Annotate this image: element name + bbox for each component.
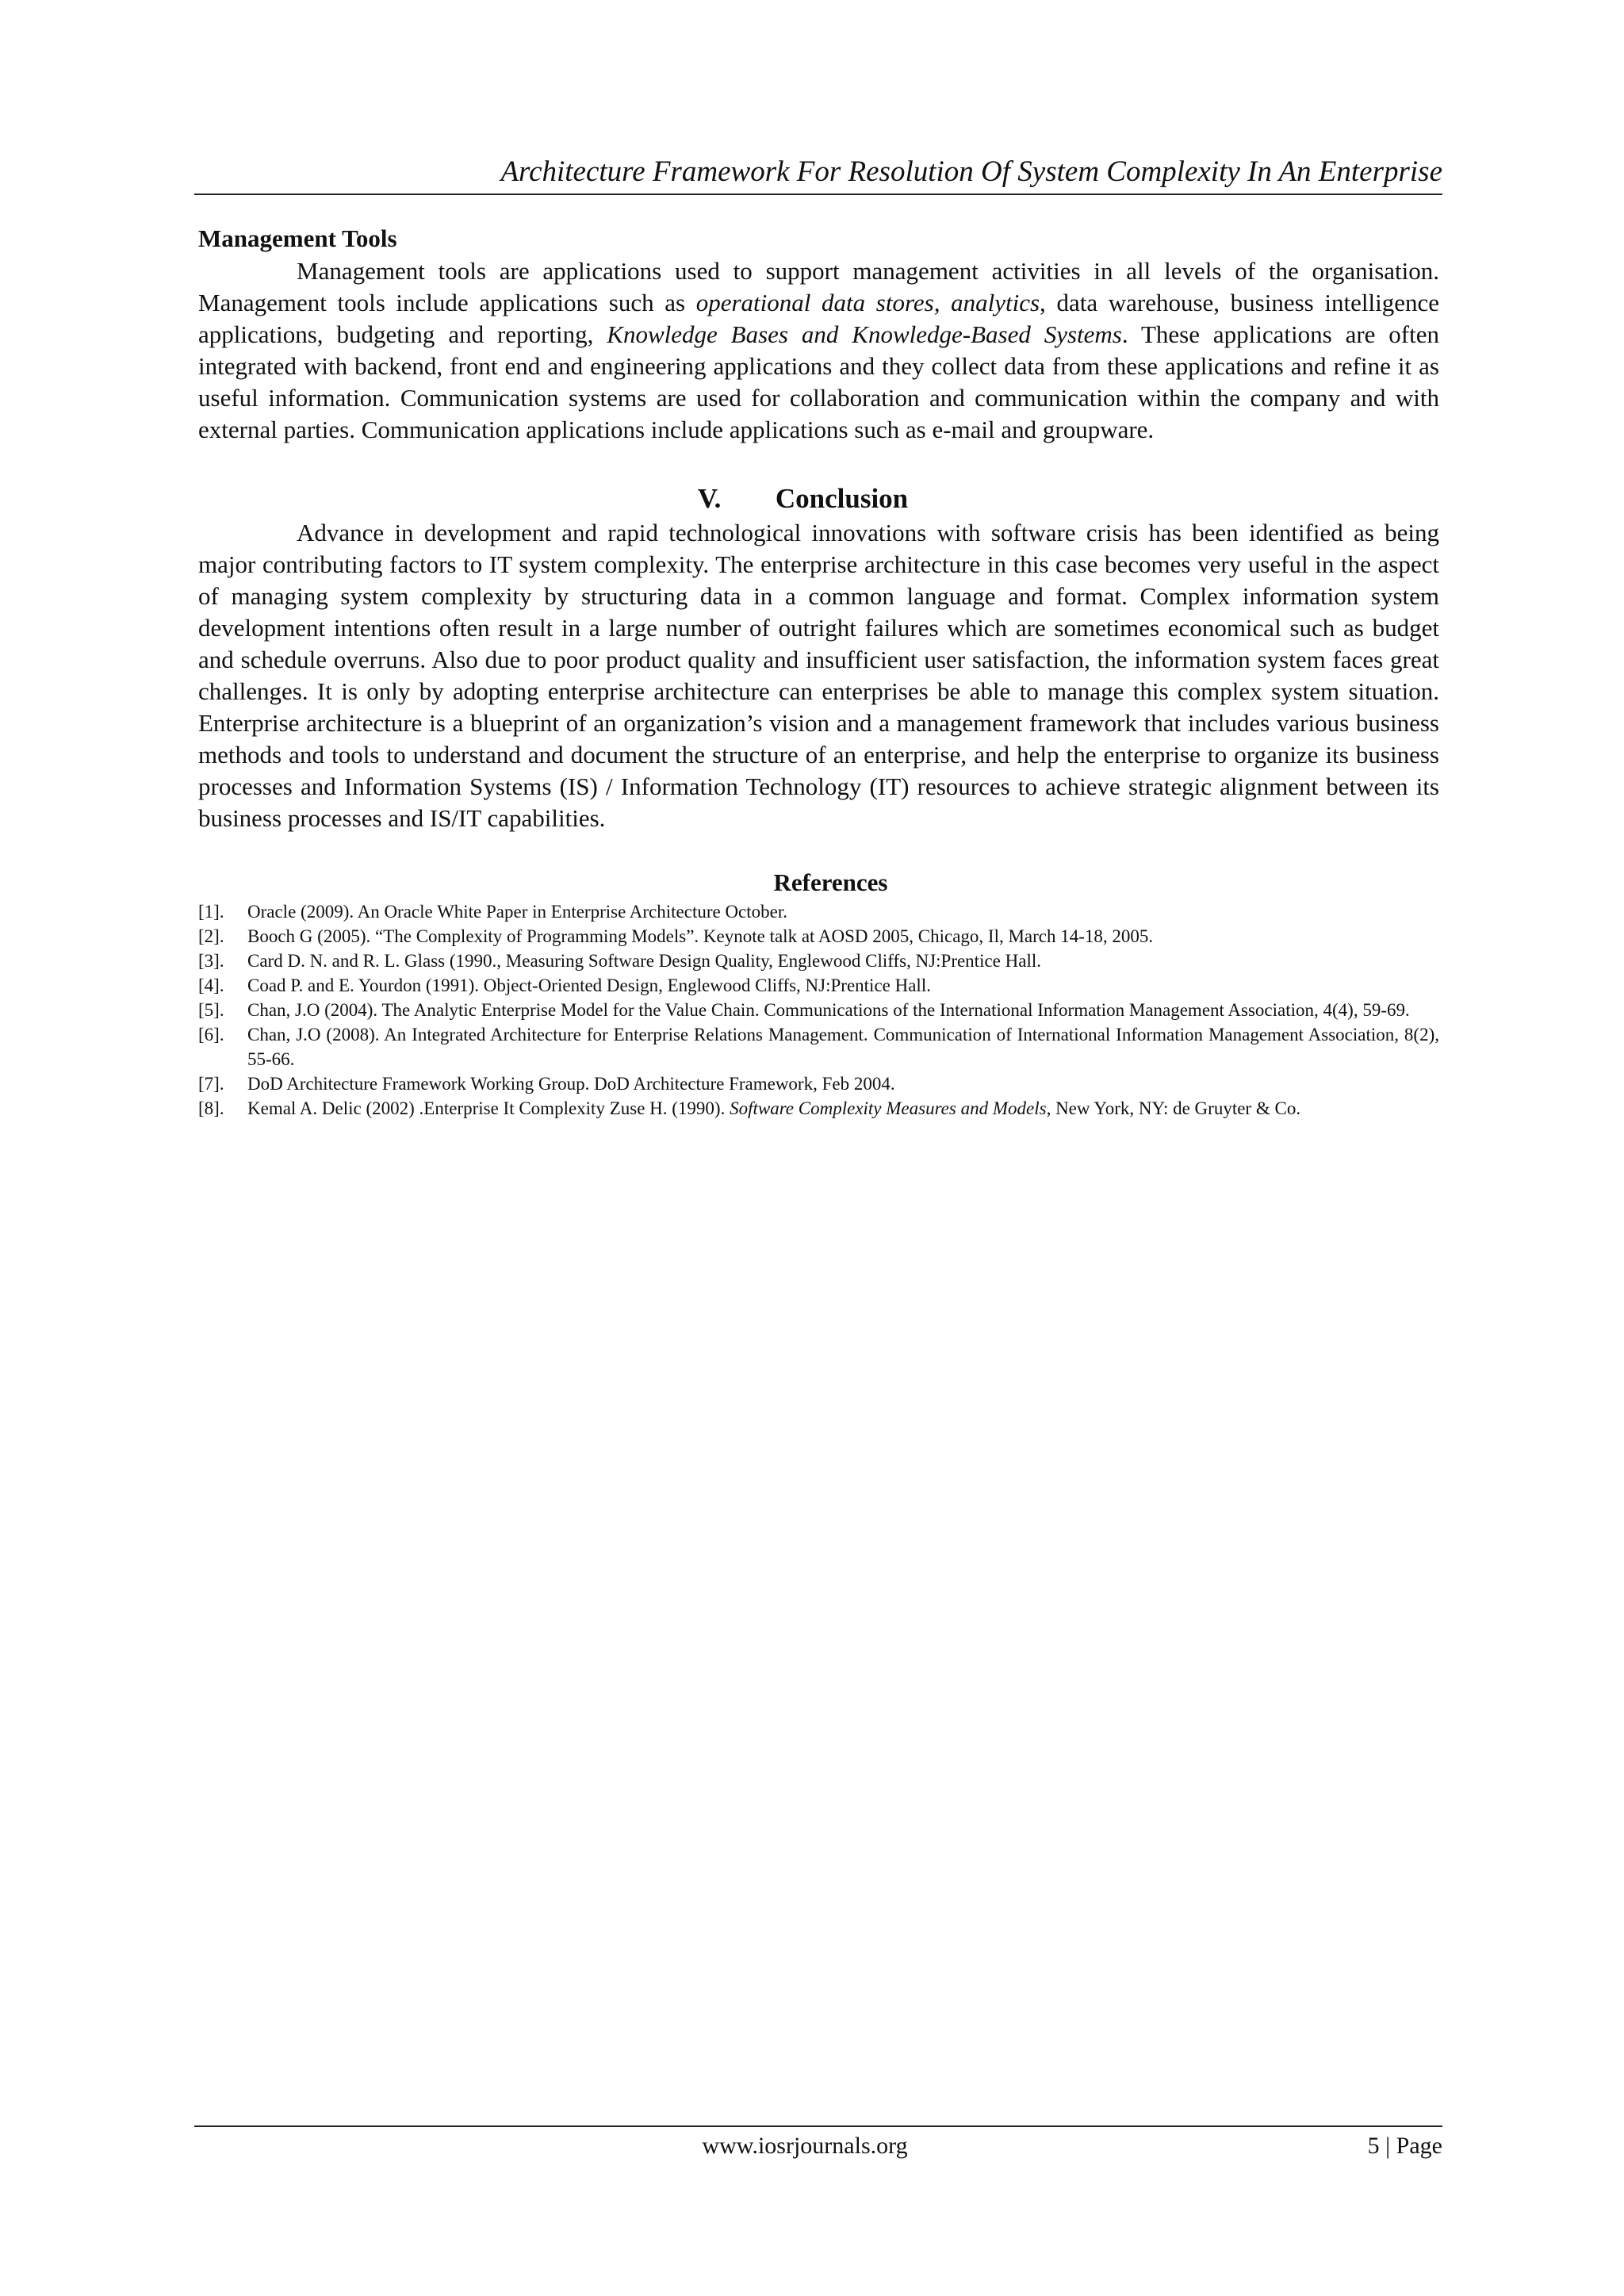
- reference-text: Card D. N. and R. L. Glass (1990., Measuring Software Design Quality, Englewood Cliffs, NJ:Prentice Hall.: [247, 951, 1041, 971]
- section-number: V.: [697, 483, 722, 514]
- reference-text: Oracle (2009). An Oracle White Paper in Enterprise Architecture October.: [247, 902, 788, 922]
- references-title: References: [773, 868, 888, 896]
- reference-number: [8].: [198, 1098, 224, 1118]
- reference-item: [198, 1022, 1439, 1071]
- page-content: [198, 222, 1439, 1121]
- running-header: Architecture Framework For Resolution Of System Complexity In An Enterprise: [500, 155, 1442, 188]
- reference-text: Coad P. and E. Yourdon (1991). Object-Oriented Design, Englewood Cliffs, NJ:Prentice Hall.: [247, 976, 931, 995]
- reference-number: [7].: [198, 1074, 224, 1094]
- reference-text: DoD Architecture Framework Working Group. DoD Architecture Framework, Feb 2004.: [247, 1074, 895, 1094]
- reference-text: Booch G (2005). “The Complexity of Programming Models”. Keynote talk at AOSD 2005, Chicago, Il, March 14-18, 2005.: [247, 926, 1154, 946]
- reference-item: [198, 998, 1439, 1022]
- reference-number: [4].: [198, 976, 224, 995]
- reference-title-italic: Software Complexity Measures and Models: [730, 1098, 1047, 1118]
- reference-text-part: Kemal A. Delic (2002) .Enterprise It Complexity Zuse H. (1990).: [247, 1098, 730, 1118]
- reference-number: [5].: [198, 1000, 224, 1020]
- reference-number: [6].: [198, 1025, 224, 1045]
- reference-item: [198, 1096, 1439, 1121]
- conclusion-paragraph: Advance in development and rapid technological innovations with software crisis has been identified as being major contributing factors to IT system complexity. The enterprise architecture in this case becomes very useful in the aspect of managing system complexity by structuring data in a common language and format. Complex information system development intentions often result in a large number of outright failures which are sometimes economical such as budget and schedule overruns. Also due to poor product quality and insufficient user satisfaction, the information system faces great challenges. It is only by adopting enterprise architecture can enterprises be able to manage this complex system situation. Enterprise architecture is a blueprint of an organization’s vision and a management framework that includes various business methods and tools to understand and document the structure of an enterprise, and help the enterprise to organize its business processes and Information Systems (IS) / Information Technology (IT) resources to achieve strategic alignment between its business processes and IS/IT capabilities.: [198, 519, 1439, 832]
- references-list: [198, 899, 1439, 1121]
- section-title-text: Conclusion: [775, 483, 909, 514]
- reference-number: [1].: [198, 902, 224, 922]
- reference-text-part: , New York, NY: de Gruyter & Co.: [1046, 1098, 1301, 1118]
- section-heading-management-tools: Management Tools: [198, 224, 397, 252]
- footer-rule: [194, 2125, 1442, 2127]
- emphasis-text: operational data stores, analytics: [695, 289, 1040, 316]
- emphasis-text: Knowledge Bases and Knowledge-Based Systems: [607, 320, 1122, 348]
- section-title-conclusion: [167, 481, 1439, 517]
- paragraph-text: . These applications are often integrated with backend, front end and engineering applications and they collect data from these applications and refine it as useful information. Communication systems are used for collaboration and communication within the company and with external parties. Communication applications include applications such as e-mail and groupware.: [198, 320, 1439, 443]
- reference-item: [198, 949, 1439, 973]
- reference-item: [198, 924, 1439, 949]
- reference-text: Chan, J.O (2008). An Integrated Architecture for Enterprise Relations Management. Communication of International Information Management Association, 8(2), 55-66.: [247, 1025, 1439, 1069]
- reference-text: Chan, J.O (2004). The Analytic Enterprise Model for the Value Chain. Communications of the International Information Management Association, 4(4), 59-69.: [247, 1000, 1410, 1020]
- reference-text: [247, 1096, 1439, 1121]
- header-rule: [194, 194, 1442, 195]
- reference-item: [198, 1071, 1439, 1096]
- footer-page-number: 5 | Page: [1367, 2133, 1442, 2159]
- reference-number: [3].: [198, 951, 224, 971]
- paragraph-text: Management tools are applications used to support management activities in all levels of the organisation. Management tools include applications such as: [198, 257, 1439, 316]
- management-tools-paragraph: [198, 255, 1439, 446]
- footer-url: www.iosrjournals.org: [702, 2133, 908, 2159]
- reference-item: [198, 973, 1439, 998]
- reference-number: [2].: [198, 926, 224, 946]
- paragraph-text: , data warehouse, business intelligence applications, budgeting and reporting,: [198, 289, 1440, 348]
- reference-item: [198, 899, 1439, 924]
